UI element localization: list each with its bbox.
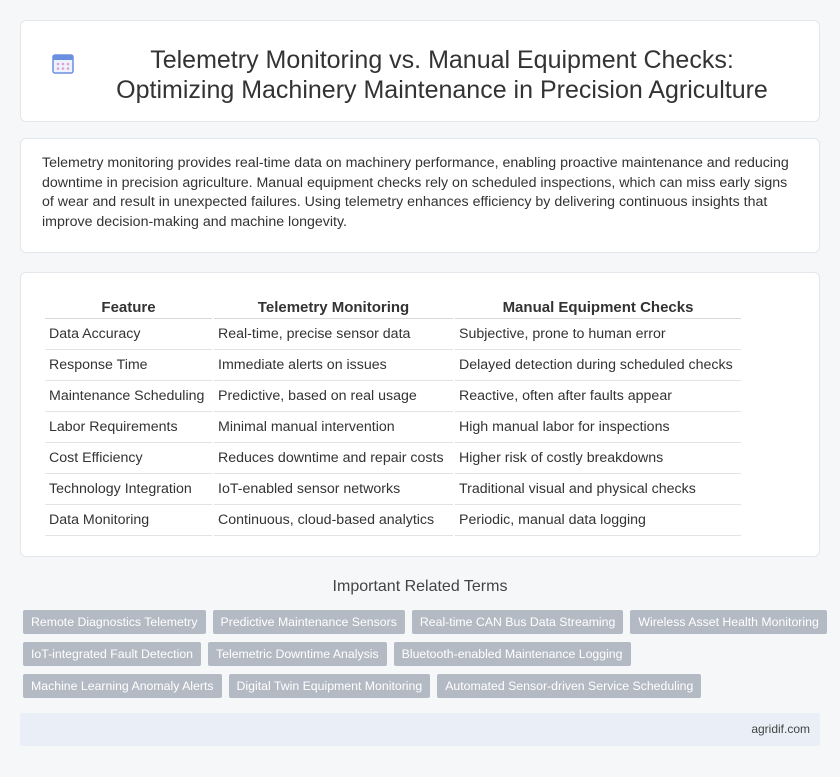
cell-feature: Labor Requirements <box>45 412 212 443</box>
cell-feature: Maintenance Scheduling <box>45 381 212 412</box>
intro-card <box>20 138 820 253</box>
cell-telemetry: Minimal manual intervention <box>214 412 453 443</box>
calendar-icon <box>51 51 75 75</box>
related-term-tag[interactable]: Telemetric Downtime Analysis <box>208 642 387 666</box>
tag-row <box>23 674 823 698</box>
cell-manual: Subjective, prone to human error <box>455 319 741 350</box>
related-terms-title: Important Related Terms <box>332 578 508 595</box>
table-row <box>45 474 741 505</box>
cell-telemetry: Predictive, based on real usage <box>214 381 453 412</box>
table-row <box>45 412 741 443</box>
related-term-tag[interactable]: Machine Learning Anomaly Alerts <box>23 674 222 698</box>
related-term-tag[interactable]: Wireless Asset Health Monitoring <box>630 610 826 634</box>
table-row <box>45 381 741 412</box>
related-term-tag[interactable]: Bluetooth-enabled Maintenance Logging <box>394 642 631 666</box>
header-feature: Feature <box>45 297 212 319</box>
footer <box>20 713 820 746</box>
related-term-tag[interactable]: Digital Twin Equipment Monitoring <box>229 674 431 698</box>
header-manual: Manual Equipment Checks <box>455 297 741 319</box>
comparison-table <box>43 297 743 536</box>
comparison-card <box>20 272 820 557</box>
cell-feature: Cost Efficiency <box>45 443 212 474</box>
cell-manual: High manual labor for inspections <box>455 412 741 443</box>
cell-manual: Reactive, often after faults appear <box>455 381 741 412</box>
intro-paragraph: Telemetry monitoring provides real-time data on machinery performance, enabling proactive maintenance and reducing downtime in precision agriculture. Manual equipment checks rely on scheduled inspections, which can miss early signs of wear and result in unexpected failures. Using telemetry enhances efficiency by delivering continuous insights that improve decision-making and machine longevity. <box>42 155 789 230</box>
table-row <box>45 505 741 536</box>
related-term-tag[interactable]: Automated Sensor-driven Service Scheduling <box>437 674 701 698</box>
cell-feature: Data Accuracy <box>45 319 212 350</box>
cell-manual: Higher risk of costly breakdowns <box>455 443 741 474</box>
related-term-tag[interactable]: Real-time CAN Bus Data Streaming <box>412 610 623 634</box>
table-row <box>45 319 741 350</box>
cell-telemetry: Immediate alerts on issues <box>214 350 453 381</box>
table-header-row <box>45 297 741 319</box>
table-row <box>45 443 741 474</box>
related-term-tag[interactable]: Remote Diagnostics Telemetry <box>23 610 206 634</box>
cell-feature: Data Monitoring <box>45 505 212 536</box>
tag-row <box>23 642 823 666</box>
title-card <box>20 20 820 122</box>
header-telemetry: Telemetry Monitoring <box>214 297 453 319</box>
cell-manual: Periodic, manual data logging <box>455 505 741 536</box>
related-terms-list <box>23 610 823 706</box>
cell-feature: Response Time <box>45 350 212 381</box>
cell-telemetry: Continuous, cloud-based analytics <box>214 505 453 536</box>
cell-telemetry: Real-time, precise sensor data <box>214 319 453 350</box>
cell-telemetry: IoT-enabled sensor networks <box>214 474 453 505</box>
related-term-tag[interactable]: Predictive Maintenance Sensors <box>213 610 405 634</box>
page-title: Telemetry Monitoring vs. Manual Equipment Checks: Optimizing Machinery Maintenance in Precision Agriculture <box>116 46 768 104</box>
table-body <box>45 319 741 536</box>
cell-manual: Delayed detection during scheduled checks <box>455 350 741 381</box>
cell-telemetry: Reduces downtime and repair costs <box>214 443 453 474</box>
related-term-tag[interactable]: IoT-integrated Fault Detection <box>23 642 201 666</box>
cell-feature: Technology Integration <box>45 474 212 505</box>
cell-manual: Traditional visual and physical checks <box>455 474 741 505</box>
table-row <box>45 350 741 381</box>
footer-site-link[interactable]: agridif.com <box>751 722 810 736</box>
tag-row <box>23 610 823 634</box>
